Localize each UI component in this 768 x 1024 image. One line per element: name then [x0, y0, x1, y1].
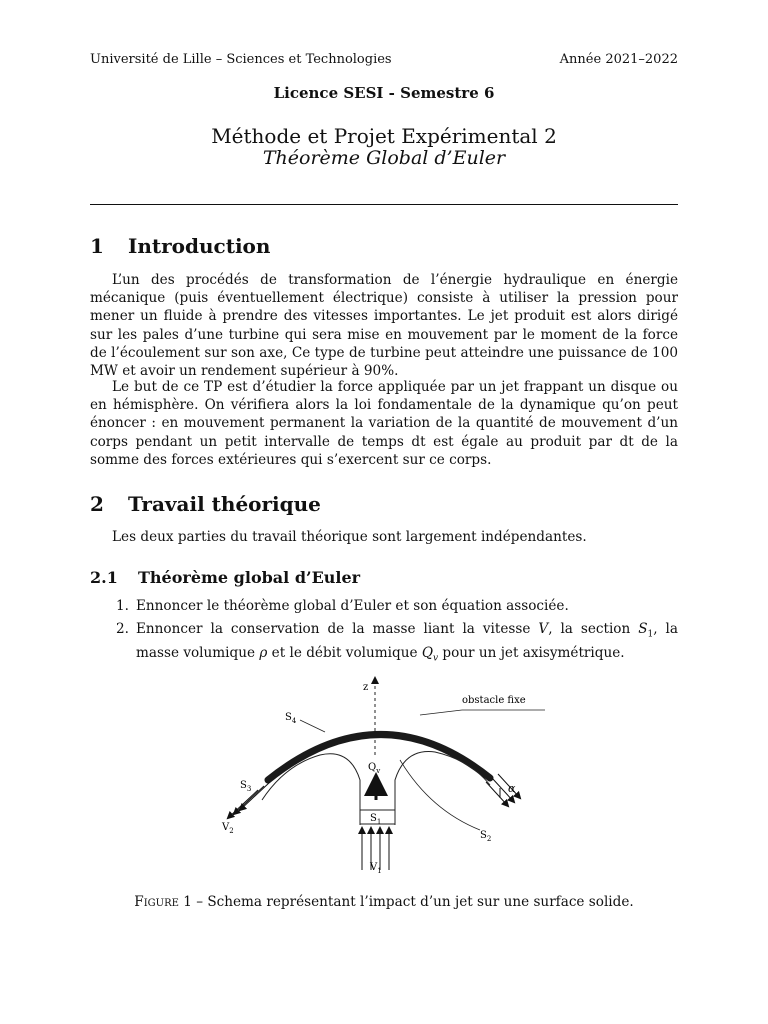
v2-subscript: 2	[229, 827, 234, 835]
subsection-title: Théorème global d’Euler	[138, 568, 361, 587]
s2-leader	[400, 760, 480, 830]
v2-label	[221, 822, 234, 835]
title-rule	[90, 204, 678, 205]
figure-caption-label: Figure 1	[134, 894, 192, 910]
v1-letter: V	[370, 862, 378, 873]
header-left: Université de Lille – Sciences et Technologies	[90, 52, 392, 67]
obstacle-label: obstacle fixe	[462, 695, 526, 706]
qv-label	[368, 762, 380, 775]
math-v: V	[538, 621, 549, 637]
s4-leader	[300, 720, 325, 732]
course-title: Licence SESI - Semestre 6	[273, 84, 495, 102]
obstacle-leader	[420, 710, 462, 715]
header-right: Année 2021–2022	[559, 52, 678, 67]
alpha-label: α	[508, 782, 516, 795]
text-segment: et le débit volumique	[267, 644, 422, 661]
list-item	[116, 620, 678, 668]
document-subtitle: Théorème Global d’Euler	[262, 147, 506, 169]
qv-letter: Q	[368, 762, 377, 773]
list-item-number: 2.	[116, 621, 129, 637]
list-item-text	[136, 620, 678, 668]
v1-subscript: 1	[377, 867, 382, 875]
figure-caption-text: – Schema représentant l’impact d’un jet sur une surface solide.	[191, 894, 634, 910]
math-s1-subscript: 1	[647, 629, 654, 640]
text-segment: Ennoncer la conservation de la masse liant la vitesse	[136, 621, 539, 637]
s3-label	[240, 780, 251, 793]
section-2-number: 2	[90, 492, 104, 516]
list-item-text: Ennoncer le théorème global d’Euler et son équation associée.	[136, 598, 569, 614]
s3-subscript: 3	[246, 785, 252, 793]
math-q: Q	[421, 644, 433, 661]
outflow-arrow	[486, 782, 508, 806]
qv-subscript: v	[376, 767, 381, 775]
text-segment: , la section	[548, 621, 639, 637]
section-2-heading	[90, 492, 321, 516]
intro-paragraph-2: Le but de ce TP est d’étudier la force appliquée par un jet frappant un disque ou en hémisphère. On vérifiera alors la loi fondamentale de la dynamique qu’on peut énoncer : en mouvement permanent la variation de la quantité de mouvement d’un corps pendant un petit intervalle de temps dt est égale au produit par dt de la somme des forces extérieures qui s’exercent sur ce corps.	[90, 379, 678, 468]
s1-letter: S	[370, 813, 377, 824]
section-1-title: Introduction	[128, 234, 271, 258]
text-segment: , la masse volumique	[136, 621, 678, 661]
z-axis-label: z	[363, 682, 369, 693]
math-s1: S	[638, 621, 648, 637]
text-segment: pour un jet axisymétrique.	[438, 644, 625, 661]
figure-caption	[0, 894, 768, 910]
s4-subscript: 4	[291, 717, 297, 725]
math-rho: ρ	[259, 644, 268, 661]
jet-impact-figure	[200, 670, 568, 880]
jet-flow-right	[395, 752, 490, 825]
v2-arrow	[228, 790, 258, 818]
s2-letter: S	[480, 830, 487, 841]
section-1-number: 1	[90, 234, 104, 258]
v2-letter: V	[222, 822, 230, 833]
jet-flow-left	[262, 754, 360, 825]
s4-label	[285, 712, 297, 725]
list-item-number: 1.	[116, 598, 129, 614]
s2-label	[480, 830, 491, 843]
document-title: Méthode et Projet Expérimental 2	[211, 124, 557, 148]
list-item	[116, 597, 678, 615]
section-2-title: Travail théorique	[128, 492, 321, 516]
section-2-paragraph: Les deux parties du travail théorique sont largement indépendantes.	[112, 529, 587, 545]
subsection-heading	[90, 568, 360, 587]
s4-letter: S	[285, 712, 292, 723]
intro-paragraph-1: L’un des procédés de transformation de l’énergie hydraulique en énergie mécanique (puis éventuellement électrique) consiste à utiliser la pression pour mener un fluide à prendre des vitesses importantes. Le jet produit est alors dirigé sur les pales d’une turbine qui sera mise en mouvement par le moment de la force de l’écoulement sur son axe, Ce type de turbine peut atteindre une puissance de 100 MW et avoir un rendement supérieur à 90%.	[90, 272, 678, 380]
s2-subscript: 2	[486, 835, 492, 843]
subsection-number: 2.1	[90, 568, 118, 587]
s1-subscript: 1	[376, 818, 382, 826]
math-q-subscript: v	[432, 653, 439, 664]
section-1-heading	[90, 234, 270, 258]
s3-letter: S	[240, 780, 247, 791]
